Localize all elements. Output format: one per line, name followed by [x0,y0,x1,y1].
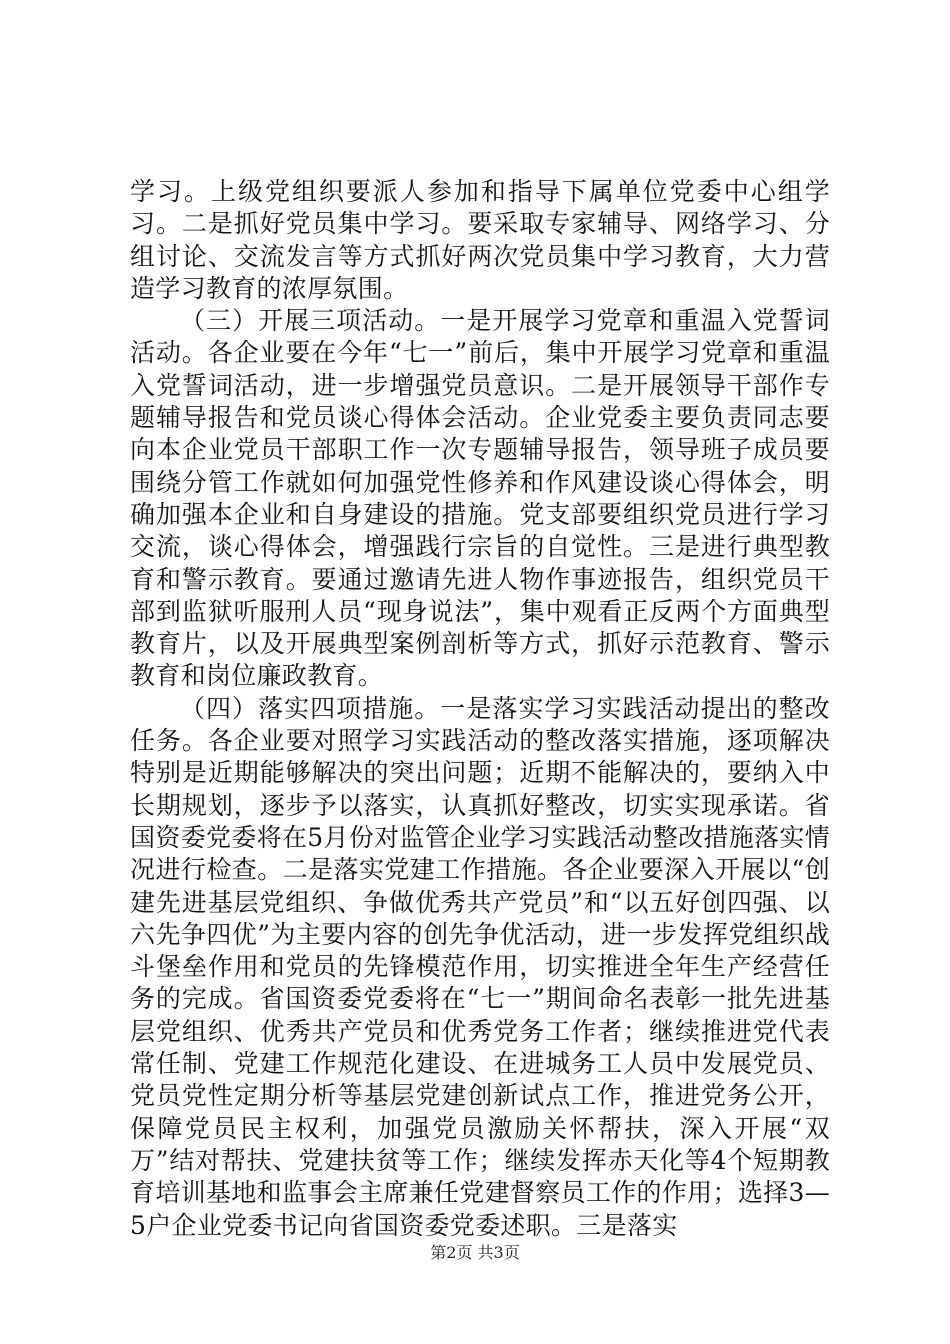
page-number-footer: 第2页 共3页 [430,1243,520,1262]
paragraph-2: （三）开展三项活动。一是开展学习党章和重温入党誓词活动。各企业要在今年“七一”前后，集中开展学习党章和重温入党誓词活动，进一步增强党员意识。二是开展领导干部作专题辅导报告和党员谈心得体会活动。企业党委主要负责同志要向本企业党员干部职工作一次专题辅导报告，领导班子成员要围绕分管工作就如何加强党性修养和作风建设谈心得体会，明确加强本企业和自身建设的措施。党支部要组织党员进行学习交流，谈心得体会，增强践行宗旨的自觉性。三是进行典型教育和警示教育。要通过邀请先进人物作事迹报告，组织党员干部到监狱听服刑人员“现身说法”，集中观看正反两个方面典型教育片，以及开展典型案例剖析等方式，抓好示范教育、警示教育和岗位廉政教育。 [130,306,830,691]
paragraph-3: （四）落实四项措施。一是落实学习实践活动提出的整改任务。各企业要对照学习实践活动的整改落实措施，逐项解决特别是近期能够解决的突出问题；近期不能解决的，要纳入中长期规划，逐步予以落实，认真抓好整改，切实实现承诺。省国资委党委将在5月份对监管企业学习实践活动整改措施落实情况进行检查。二是落实党建工作措施。各企业要深入开展以“创建先进基层党组织、争做优秀共产党员”和“以五好创四强、以六先争四优”为主要内容的创先争优活动，进一步发挥党组织战斗堡垒作用和党员的先锋模范作用，切实推进全年生产经营任务的完成。省国资委党委将在“七一”期间命名表彰一批先进基层党组织、优秀共产党员和优秀党务工作者；继续推进党代表常任制、党建工作规范化建设、在进城务工人员中发展党员、党员党性定期分析等基层党建创新试点工作，推进党务公开，保障党员民主权利，加强党员激励关怀帮扶，深入开展“双万”结对帮扶、党建扶贫等工作；继续发挥赤天化等4个短期教育培训基地和监事会主席兼任党建督察员工作的作用；选择3—5户企业党委书记向省国资委党委述职。三是落实 [130,693,830,1240]
document-body [130,176,830,1242]
paragraph-1: 学习。上级党组织要派人参加和指导下属单位党委中心组学习。二是抓好党员集中学习。要采取专家辅导、网络学习、分组讨论、交流发言等方式抓好两次党员集中学习教育，大力营造学习教育的浓厚氛围。 [130,177,830,303]
